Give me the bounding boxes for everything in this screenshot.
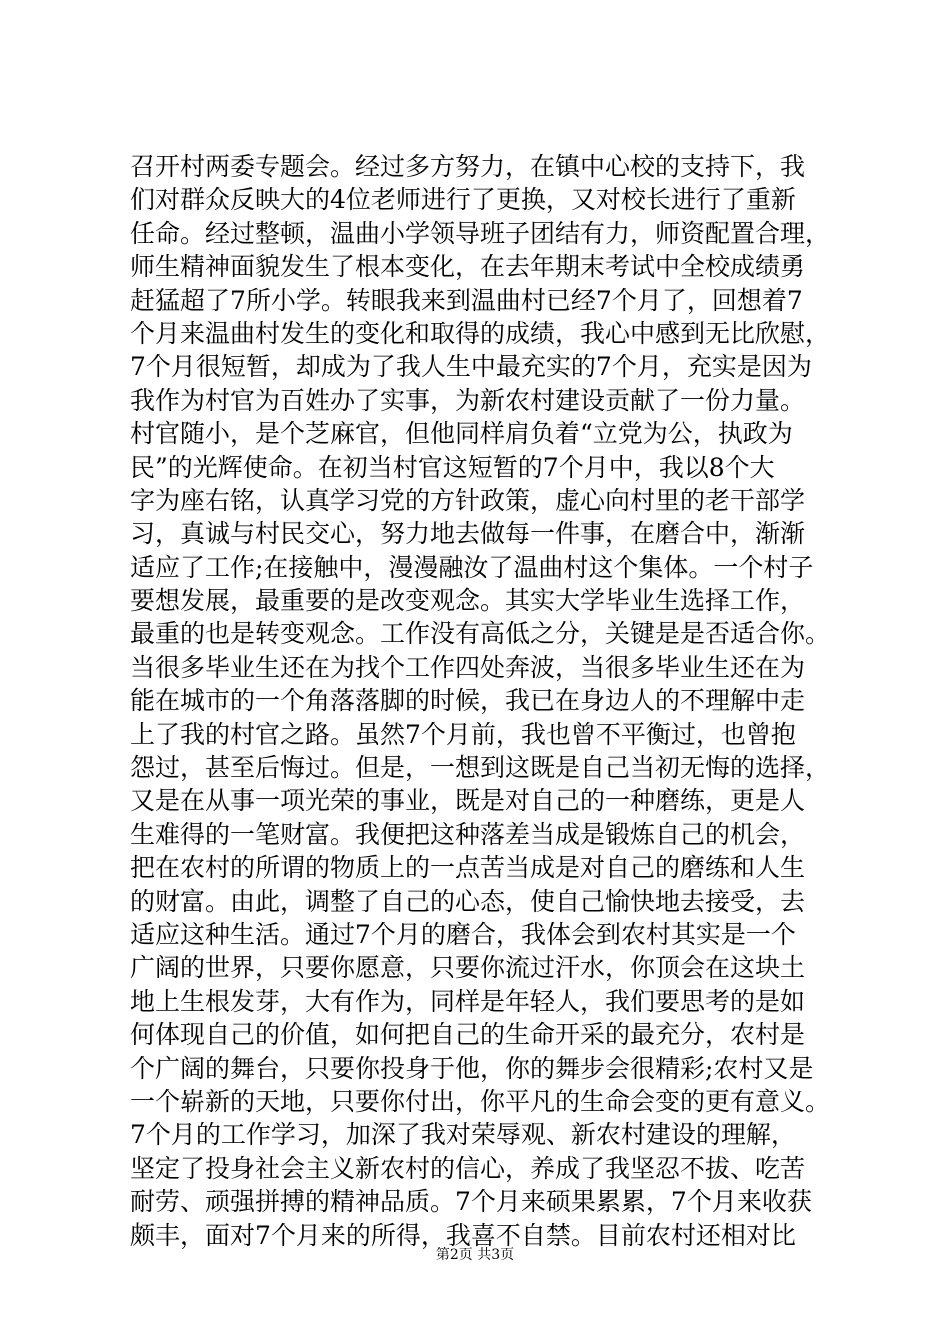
page-footer: 第2页 共3页 [435, 1247, 515, 1263]
text-line: 适应这种生活。通过7个月的磨合，我体会到农村其实是一个 [130, 919, 796, 949]
body-text [130, 150, 850, 1252]
text-line: 适应了工作;在接触中，漫漫融汝了温曲村这个集体。一个村子 [130, 552, 814, 582]
text-line: 村官随小，是个芝麻官，但他同样肩负着“立党为公，执政为 [130, 419, 793, 449]
text-line: 字为座右铭，认真学习党的方针政策，虚心向村里的老干部学 [130, 485, 806, 515]
text-line: 广阔的世界，只要你愿意，只要你流过汗水，你顶会在这块土 [130, 953, 806, 983]
text-line: 一个崭新的天地，只要你付出，你平凡的生命会变的更有意义。 [130, 1086, 831, 1116]
text-line: 上了我的村官之路。虽然7个月前，我也曾不平衡过，也曾抱 [130, 719, 796, 749]
text-line: 能在城市的一个角落落脚的时候，我已在身边人的不理解中走 [130, 686, 806, 716]
text-line: 又是在从事一项光荣的事业，既是对自己的一种磨练，更是人 [130, 786, 806, 816]
text-line: 坚定了投身社会主义新农村的信心，养成了我坚忍不拔、吃苦 [130, 1153, 806, 1183]
text-line: 7个月很短暂，却成为了我人生中最充实的7个月，充实是因为 [130, 352, 812, 382]
text-line: 耐劳、顽强拼搏的精神品质。7个月来硕果累累，7个月来收获 [130, 1187, 812, 1217]
text-line: 地上生根发芽，大有作为，同样是年轻人，我们要思考的是如 [130, 986, 806, 1016]
text-line: 颇丰，面对7个月来的所得，我喜不自禁。目前农村还相对比 [130, 1220, 796, 1250]
text-line: 个广阔的舞台，只要你投身于他，你的舞步会很精彩;农村又是 [130, 1053, 814, 1083]
text-line: 7个月的工作学习，加深了我对荣辱观、新农村建设的理解， [130, 1120, 796, 1150]
text-line: 最重的也是转变观念。工作没有高低之分，关键是是否适合你。 [130, 619, 831, 649]
text-line: 何体现自己的价值，如何把自己的生命开采的最充分，农村是 [130, 1020, 806, 1050]
text-line: 任命。经过整顿，温曲小学领导班子团结有力，师资配置合理， [130, 218, 831, 248]
text-line: 师生精神面貌发生了根本变化，在去年期末考试中全校成绩勇 [130, 252, 806, 282]
text-line: 召开村两委专题会。经过多方努力，在镇中心校的支持下，我 [130, 152, 806, 181]
text-line: 当很多毕业生还在为找个工作四处奔波，当很多毕业生还在为 [130, 652, 806, 682]
text-line: 习，真诚与村民交心，努力地去做每一件事，在磨合中，渐渐 [130, 519, 806, 549]
text-line: 们对群众反映大的4位老师进行了更换，又对校长进行了重新 [130, 185, 796, 215]
text-line: 个月来温曲村发生的变化和取得的成绩，我心中感到无比欣慰， [130, 318, 831, 348]
text-line: 赶猛超了7所小学。转眼我来到温曲村已经7个月了，回想着7 [130, 285, 803, 315]
text-line: 的财富。由此，调整了自己的心态，使自己愉快地去接受，去 [130, 886, 806, 916]
text-line: 民”的光辉使命。在初当村官这短暂的7个月中，我以8个大 [130, 452, 775, 482]
text-line: 要想发展，最重要的是改变观念。其实大学毕业生选择工作， [130, 586, 806, 616]
text-line: 把在农村的所谓的物质上的一点苦当成是对自己的磨练和人生 [130, 853, 806, 883]
text-line: 生难得的一笔财富。我便把这种落差当成是锻炼自己的机会， [130, 819, 806, 849]
text-line: 我作为村官为百姓办了实事，为新农村建设贡献了一份力量。 [130, 385, 806, 415]
text-line: 怨过，甚至后悔过。但是，一想到这既是自己当初无悔的选择， [130, 753, 831, 783]
